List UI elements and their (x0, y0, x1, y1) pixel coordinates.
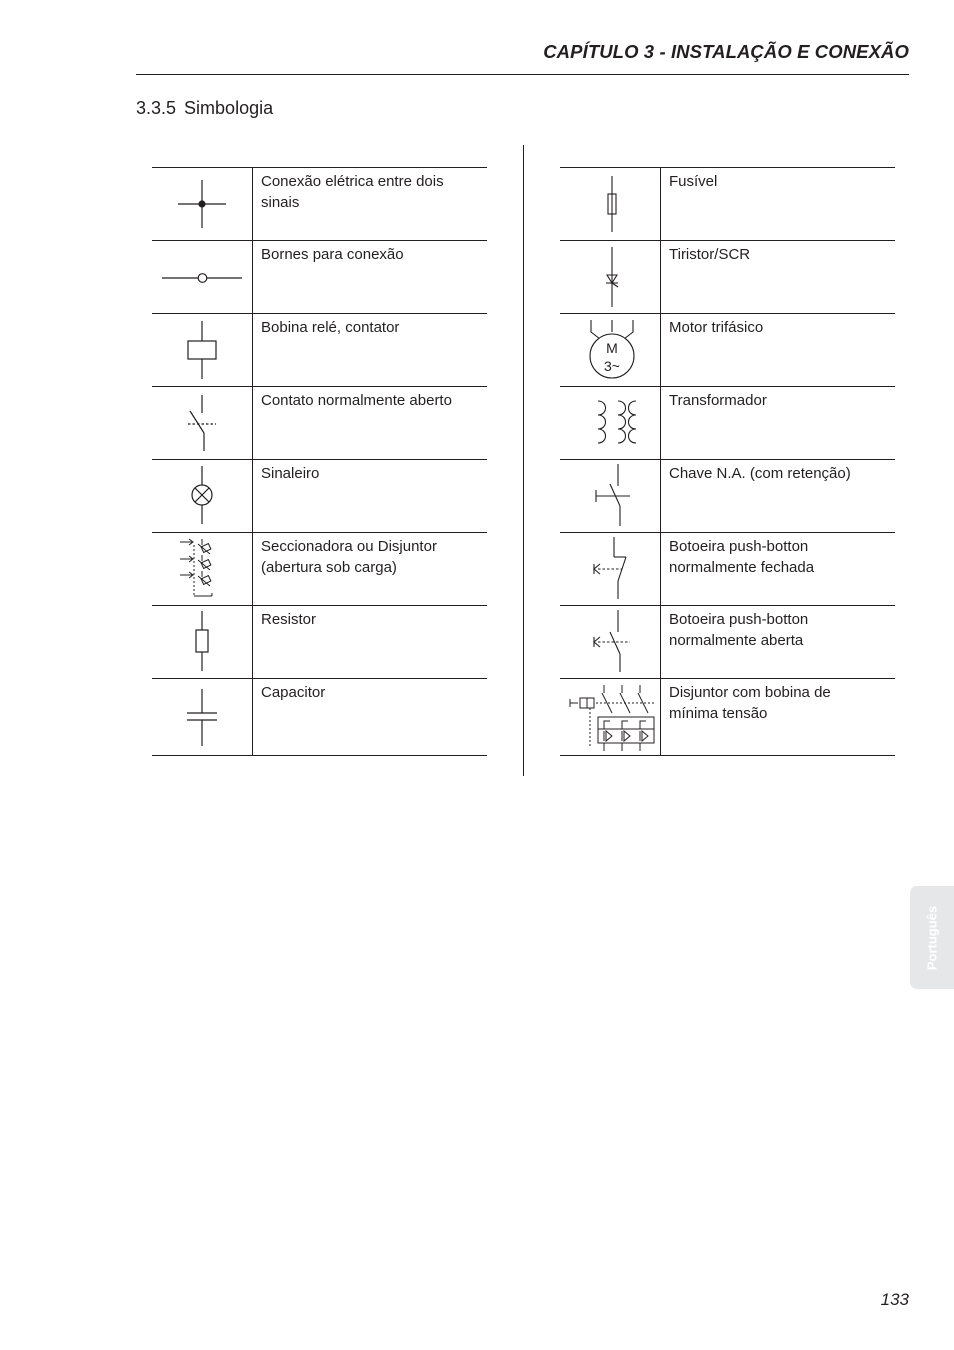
language-tab-label: Português (924, 905, 940, 970)
symbol-description: Disjuntor com bobina de mínima tensão (669, 684, 831, 722)
table-row (560, 533, 895, 606)
terminal-icon (152, 241, 253, 313)
symbol-description: Conexão elétrica entre dois sinais (261, 173, 444, 211)
chapter-title: CAPÍTULO 3 - INSTALAÇÃO E CONEXÃO (543, 41, 909, 62)
table-row (560, 460, 895, 533)
signal-lamp-icon (152, 460, 253, 532)
language-tab (910, 886, 954, 989)
symbol-description: Chave N.A. (com retenção) (669, 465, 851, 482)
table-row (560, 606, 895, 679)
symbol-description: Sinaleiro (261, 465, 320, 482)
three-phase-motor-icon (560, 314, 661, 386)
symbol-description: Capacitor (261, 684, 326, 701)
symbol-description: Seccionadora ou Disjuntor (abertura sob carga) (261, 538, 437, 576)
section-title: Simbologia (184, 98, 274, 118)
symbol-description: Transformador (669, 392, 767, 409)
no-push-button-icon (560, 606, 661, 678)
table-row (152, 314, 487, 387)
symbol-description: Bornes para conexão (261, 246, 404, 263)
table-row (560, 387, 895, 460)
table-row (152, 460, 487, 533)
nc-push-button-icon (560, 533, 661, 605)
symbol-table-left (152, 167, 487, 756)
symbol-description: Bobina relé, contator (261, 319, 400, 336)
disconnector-icon (152, 533, 253, 605)
resistor-icon (152, 606, 253, 678)
table-row (152, 387, 487, 460)
transformer-icon (560, 387, 661, 459)
normally-open-contact-icon (152, 387, 253, 459)
symbol-description: Resistor (261, 611, 317, 628)
svg-text:M: M (606, 340, 618, 356)
table-row (152, 533, 487, 606)
header-rule (136, 74, 909, 75)
table-row (560, 168, 895, 241)
section-heading (136, 98, 273, 119)
relay-coil-icon (152, 314, 253, 386)
symbol-description: Botoeira push-botton normalmente aberta (669, 611, 809, 649)
fuse-icon (560, 168, 661, 240)
table-row (560, 314, 895, 387)
electrical-connection-icon (152, 168, 253, 240)
symbol-table-right (560, 167, 895, 756)
table-row (152, 241, 487, 314)
svg-text:3~: 3~ (604, 358, 620, 374)
capacitor-icon (152, 679, 253, 755)
symbol-description: Botoeira push-botton normalmente fechada (669, 538, 815, 576)
table-row (152, 168, 487, 241)
page-number: 133 (880, 1290, 909, 1309)
table-row (152, 679, 487, 756)
column-divider (523, 145, 524, 776)
undervoltage-breaker-icon (560, 679, 661, 755)
symbol-description: Contato normalmente aberto (261, 392, 452, 409)
symbol-description: Tiristor/SCR (669, 246, 751, 263)
no-switch-latching-icon (560, 460, 661, 532)
table-row (152, 606, 487, 679)
section-number: 3.3.5 (136, 98, 177, 118)
thyristor-icon (560, 241, 661, 313)
symbol-description: Motor trifásico (669, 319, 764, 336)
table-row (560, 679, 895, 756)
symbol-description: Fusível (669, 173, 718, 190)
table-row (560, 241, 895, 314)
